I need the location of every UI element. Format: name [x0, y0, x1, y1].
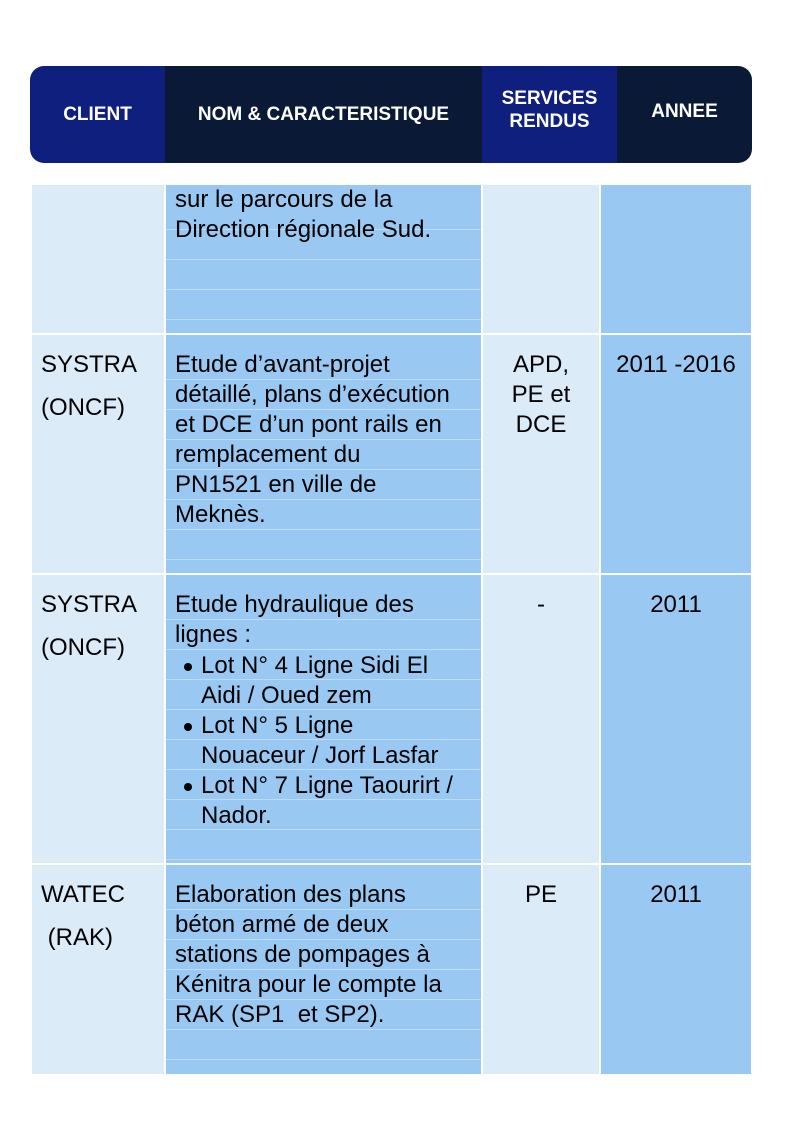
list-item — [175, 771, 481, 831]
nom-line: Etude d’avant-projet — [175, 351, 390, 378]
nom-line: Etude hydraulique des — [175, 591, 414, 618]
cell-nom — [166, 575, 483, 863]
services-line: DCE — [515, 411, 567, 438]
cell-services — [483, 335, 601, 573]
nom-line: RAK (SP1 et SP2). — [175, 1001, 385, 1028]
cell-services — [483, 575, 601, 863]
nom-line: Elaboration des plans — [175, 881, 406, 908]
lot-line: Nouaceur / Jorf Lasfar — [201, 742, 439, 769]
client-line: SYSTRA — [41, 351, 138, 378]
table-row — [32, 335, 751, 575]
nom-line: lignes : — [175, 621, 252, 648]
nom-line: béton armé de deux — [175, 911, 389, 938]
nom-line: et DCE d’un pont rails en — [175, 411, 442, 438]
header-services-label-2: RENDUS — [509, 110, 590, 132]
header-services — [482, 66, 617, 163]
client-line: WATEC — [41, 881, 125, 908]
list-item — [175, 651, 481, 711]
lot-line: Lot N° 5 Ligne — [201, 712, 354, 739]
services-line: APD, — [512, 351, 569, 378]
bullet-icon — [184, 663, 192, 671]
bullet-icon — [184, 723, 192, 731]
annee-value: 2011 — [650, 881, 702, 908]
client-line: (RAK) — [41, 924, 113, 951]
header-nom — [165, 66, 482, 163]
nom-line: détaillé, plans d’exécution — [175, 381, 450, 408]
cell-client — [32, 865, 166, 1074]
annee-value: 2011 — [650, 591, 702, 618]
nom-line: sur le parcours de la — [175, 186, 393, 213]
client-line: (ONCF) — [41, 394, 125, 421]
nom-line: Direction régionale Sud. — [175, 216, 432, 243]
bullet-icon — [184, 783, 192, 791]
services-value: PE — [524, 881, 557, 908]
nom-line: stations de pompages à — [175, 941, 430, 968]
lot-line: Lot N° 7 Ligne Taourirt / — [201, 772, 453, 799]
lot-list — [175, 651, 481, 831]
cell-client — [32, 575, 166, 863]
cell-annee — [601, 185, 751, 333]
header-annee-label: ANNEE — [651, 101, 718, 122]
cell-client — [32, 185, 166, 333]
header-services-label-1: SERVICES — [501, 87, 598, 109]
header-nom-label: NOM & CARACTERISTIQUE — [197, 104, 450, 125]
services-value: - — [537, 591, 545, 618]
nom-line: remplacement du — [175, 441, 361, 468]
table-row — [32, 865, 751, 1074]
lot-line: Lot N° 4 Ligne Sidi El — [201, 652, 429, 679]
cell-services — [483, 185, 601, 333]
cell-nom — [166, 185, 483, 333]
cell-nom — [166, 865, 483, 1074]
header-annee — [617, 66, 752, 163]
lot-line: Aidi / Oued zem — [201, 682, 372, 709]
cell-annee — [601, 865, 751, 1074]
services-line: PE et — [511, 381, 571, 408]
table-header — [30, 66, 752, 163]
cell-nom — [166, 335, 483, 573]
annee-value: 2011 -2016 — [616, 351, 736, 378]
list-item — [175, 711, 481, 771]
table-row — [32, 185, 751, 335]
nom-line: Meknès. — [175, 501, 266, 528]
cell-annee — [601, 575, 751, 863]
nom-line: Kénitra pour le compte la — [175, 971, 442, 998]
nom-line: PN1521 en ville de — [175, 471, 377, 498]
table-row — [32, 575, 751, 865]
lot-line: Nador. — [201, 802, 272, 829]
cell-client — [32, 335, 166, 573]
references-table — [32, 185, 751, 1074]
header-client — [30, 66, 165, 163]
cell-annee — [601, 335, 751, 573]
client-line: (ONCF) — [41, 634, 125, 661]
cell-services — [483, 865, 601, 1074]
client-line: SYSTRA — [41, 591, 138, 618]
header-client-label: CLIENT — [63, 104, 132, 125]
